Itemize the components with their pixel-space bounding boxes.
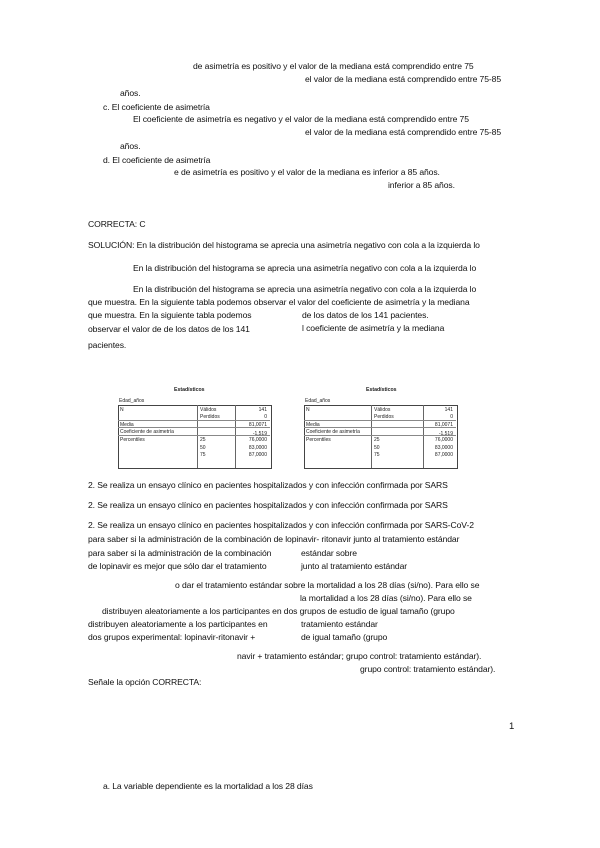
table-cell: Válidos	[374, 407, 391, 413]
question-line: distribuyen aleatoriamente a los participantes en	[88, 619, 268, 629]
table-cell: Perdidos	[200, 414, 220, 420]
text-line: El coeficiente de asimetría es negativo y el valor de la mediana está comprendido entre 75	[133, 114, 469, 124]
table-caption: Estadísticos	[174, 387, 205, 393]
table-cell: 87,0000	[248, 452, 267, 458]
question-line: o dar el tratamiento estándar sobre la mortalidad a los 28 días (si/no). Para ello se	[175, 580, 480, 590]
question-line: 2. Se realiza un ensayo clínico en pacientes hospitalizados y con infección confirmada por SARS-CoV-2	[88, 520, 474, 530]
table-cell: 76,0000	[434, 437, 453, 443]
table-cell: 83,0000	[248, 445, 267, 451]
table-cell: N	[120, 407, 124, 413]
question-line: de igual tamaño (grupo	[301, 632, 388, 642]
table-cell: 25	[200, 437, 206, 443]
text-line: de asimetría es positivo y el valor de la mediana está comprendido entre 75	[193, 61, 474, 71]
question-line: estándar sobre	[301, 548, 357, 558]
text-line: el valor de la mediana está comprendido entre 75-85	[305, 127, 502, 137]
question-line: para saber si la administración de la combinación	[88, 548, 272, 558]
question-line: dos grupos experimental: lopinavir-ritonavir +	[88, 632, 256, 642]
table-caption: Estadísticos	[366, 387, 397, 393]
table-cell: Coeficiente de asimetría	[120, 429, 174, 435]
table-cell: Percentiles	[306, 437, 331, 443]
question-line: tratamiento estándar	[301, 619, 378, 629]
statistics-table-continued	[117, 444, 272, 470]
table-cell: -1,519	[252, 431, 267, 437]
question-line: navir + tratamiento estándar; grupo control: tratamiento estándar).	[237, 651, 482, 661]
question-line: grupo control: tratamiento estándar).	[360, 664, 496, 674]
text-line: el valor de la mediana está comprendido entre 75-85	[305, 74, 502, 84]
solution-line: observar el valor de de los datos de los 141	[88, 324, 250, 334]
solution-line: que muestra. En la siguiente tabla podemos	[88, 310, 252, 320]
solution-line: l coeficiente de asimetría y la mediana	[302, 323, 445, 333]
table-cell: Perdidos	[374, 414, 394, 420]
table-cell: Coeficiente de asimetría	[306, 429, 360, 435]
solution-line: que muestra. En la siguiente tabla podemos observar el valor del coeficiente de asimetría y la mediana	[88, 297, 470, 307]
table-cell: 50	[200, 445, 206, 451]
text-line: años.	[120, 88, 141, 98]
question-line: Señale la opción CORRECTA:	[88, 677, 202, 687]
table-cell: 83,0000	[434, 445, 453, 451]
table-cell: 141	[258, 407, 267, 413]
table-cell: Percentiles	[120, 437, 145, 443]
text-line: inferior a 85 años.	[388, 180, 455, 190]
solution-line: En la distribución del histograma se aprecia una asimetría negativo con cola a la izquierda lo	[133, 284, 477, 294]
table-cell: 87,0000	[434, 452, 453, 458]
question-line: 2. Se realiza un ensayo clínico en pacientes hospitalizados y con infección confirmada por SARS	[88, 500, 448, 510]
question-line: junto al tratamiento estándar	[301, 561, 408, 571]
table-cell: 81,0071	[434, 422, 453, 428]
table-cell: -1,519	[438, 431, 453, 437]
question-line: la mortalidad a los 28 días (si/no). Para ello se	[300, 593, 472, 603]
solution-line: de los datos de los 141 pacientes.	[302, 310, 429, 320]
correct-answer: CORRECTA: C	[88, 219, 146, 229]
table-cell: 50	[374, 445, 380, 451]
table-cell: 25	[374, 437, 380, 443]
table-variable: Edad_años	[119, 398, 145, 404]
question-line: distribuyen aleatoriamente a los participantes en dos grupos de estudio de igual tamaño (grupo	[102, 606, 455, 616]
table-cell: 0	[264, 414, 267, 420]
table-cell: 75	[374, 452, 380, 458]
table-cell: 76,0000	[248, 437, 267, 443]
text-line: e de asimetría es positivo y el valor de la mediana es inferior a 85 años.	[174, 167, 440, 177]
question-line: para saber si la administración de la combinación de lopinavir- ritonavir junto al tratamiento estándar	[88, 534, 460, 544]
statistics-table	[117, 384, 272, 444]
table-cell: 81,0071	[248, 422, 267, 428]
table-cell: N	[306, 407, 310, 413]
table-cell: 0	[450, 414, 453, 420]
table-variable: Edad_años	[305, 398, 331, 404]
question-line: de lopinavir es mejor que sólo dar el tratamiento	[88, 561, 267, 571]
table-cell: 75	[200, 452, 206, 458]
statistics-table	[303, 384, 458, 444]
page-number: 1	[509, 721, 515, 732]
question-line: 2. Se realiza un ensayo clínico en pacientes hospitalizados y con infección confirmada por SARS	[88, 480, 448, 490]
text-line: años.	[120, 141, 141, 151]
table-cell: Media	[306, 422, 320, 428]
option-d-heading: d. El coeficiente de asimetría	[103, 155, 211, 165]
table-cell: Válidos	[200, 407, 217, 413]
table-cell: Media	[120, 422, 134, 428]
solution-line: En la distribución del histograma se aprecia una asimetría negativo con cola a la izquierda lo	[133, 263, 477, 273]
statistics-table-continued	[303, 444, 458, 470]
table-cell: 141	[444, 407, 453, 413]
option-a: a. La variable dependiente es la mortalidad a los 28 días	[103, 781, 313, 791]
option-c-heading: c. El coeficiente de asimetría	[103, 102, 210, 112]
solution-line: pacientes.	[88, 340, 127, 350]
solution-line: SOLUCIÓN: En la distribución del histograma se aprecia una asimetría negativo con cola a la izquierda lo	[88, 240, 480, 250]
